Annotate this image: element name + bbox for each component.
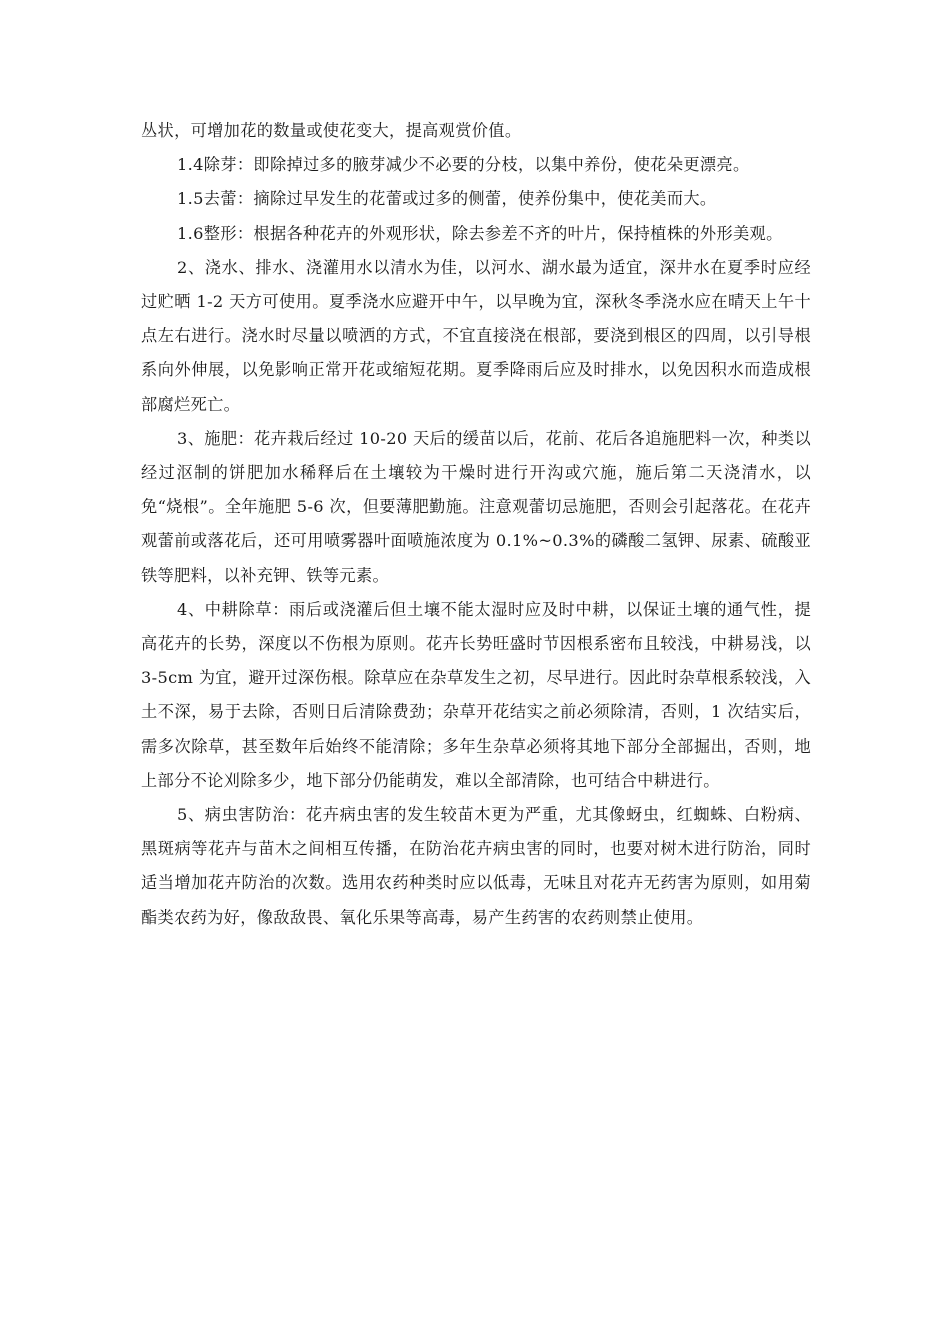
paragraph-1-6-shaping: 1.6整形：根据各种花卉的外观形状，除去参差不齐的叶片，保持植株的外形美观。	[177, 223, 783, 243]
document-page	[141, 114, 811, 935]
paragraph-1-4-bud-removal: 1.4除芽：即除掉过多的腋芽减少不必要的分枝，以集中养份，使花朵更漂亮。	[177, 155, 750, 175]
paragraph-1-5-disbudding: 1.5去蕾：摘除过早发生的花蕾或过多的侧蕾，使养份集中，使花美而大。	[177, 189, 717, 209]
paragraph-3-fertilizing: 3、施肥：花卉栽后经过 10-20 天后的缓苗以后，花前、花后各追施肥料一次，种类以经过沤制的饼肥加水稀释后在土壤较为干燥时进行开沟或穴施，施后第二天浇清水，以免“烧根”。全年施肥 5-6 次，但要薄肥勤施。注意观蕾切忌施肥，否则会引起落花。在花卉观蕾前或落花后，还可用喷雾器叶面喷施浓度为 0.1%~0.3%的磷酸二氢钾、尿素、硫酸亚铁等肥料，以补充钾、铁等元素。	[141, 428, 811, 585]
paragraph-5-pest-control: 5、病虫害防治：花卉病虫害的发生较苗木更为严重，尤其像蚜虫，红蜘蛛、白粉病、黑斑病等花卉与苗木之间相互传播，在防治花卉病虫害的同时，也要对树木进行防治，同时适当增加花卉防治的次数。选用农药种类时应以低毒，无味且对花卉无药害为原则，如用菊酯类农药为好，像敌敌畏、氧化乐果等高毒，易产生药害的农药则禁止使用。	[141, 805, 811, 927]
paragraph-1: 丛状，可增加花的数量或使花变大，提高观赏价值。	[141, 121, 522, 140]
paragraph-4-weeding: 4、中耕除草：雨后或浇灌后但土壤不能太湿时应及时中耕，以保证土壤的通气性，提高花卉的长势，深度以不伤根为原则。花卉长势旺盛时节因根系密布且较浅，中耕易浅，以 3-5cm 为宜，避开过深伤根。除草应在杂草发生之初，尽早进行。因此时杂草根系较浅，入土不深，易于去除，否则日后清除费劲；杂草开花结实之前必须除清，否则，1 次结实后，需多次除草，甚至数年后始终不能清除；多年生杂草必须将其地下部分全部掘出，否则，地上部分不论刈除多少，地下部分仍能萌发，难以全部清除，也可结合中耕进行。	[141, 599, 811, 790]
paragraph-2-watering: 2、浇水、排水、浇灌用水以清水为佳，以河水、湖水最为适宜，深井水在夏季时应经过贮晒 1-2 天方可使用。夏季浇水应避开中午，以早晚为宜，深秋冬季浇水应在晴天上午十点左右进行。浇水时尽量以喷洒的方式，不宜直接浇在根部，要浇到根区的四周，以引导根系向外伸展，以免影响正常开花或缩短花期。夏季降雨后应及时排水，以免因积水而造成根部腐烂死亡。	[141, 257, 811, 414]
